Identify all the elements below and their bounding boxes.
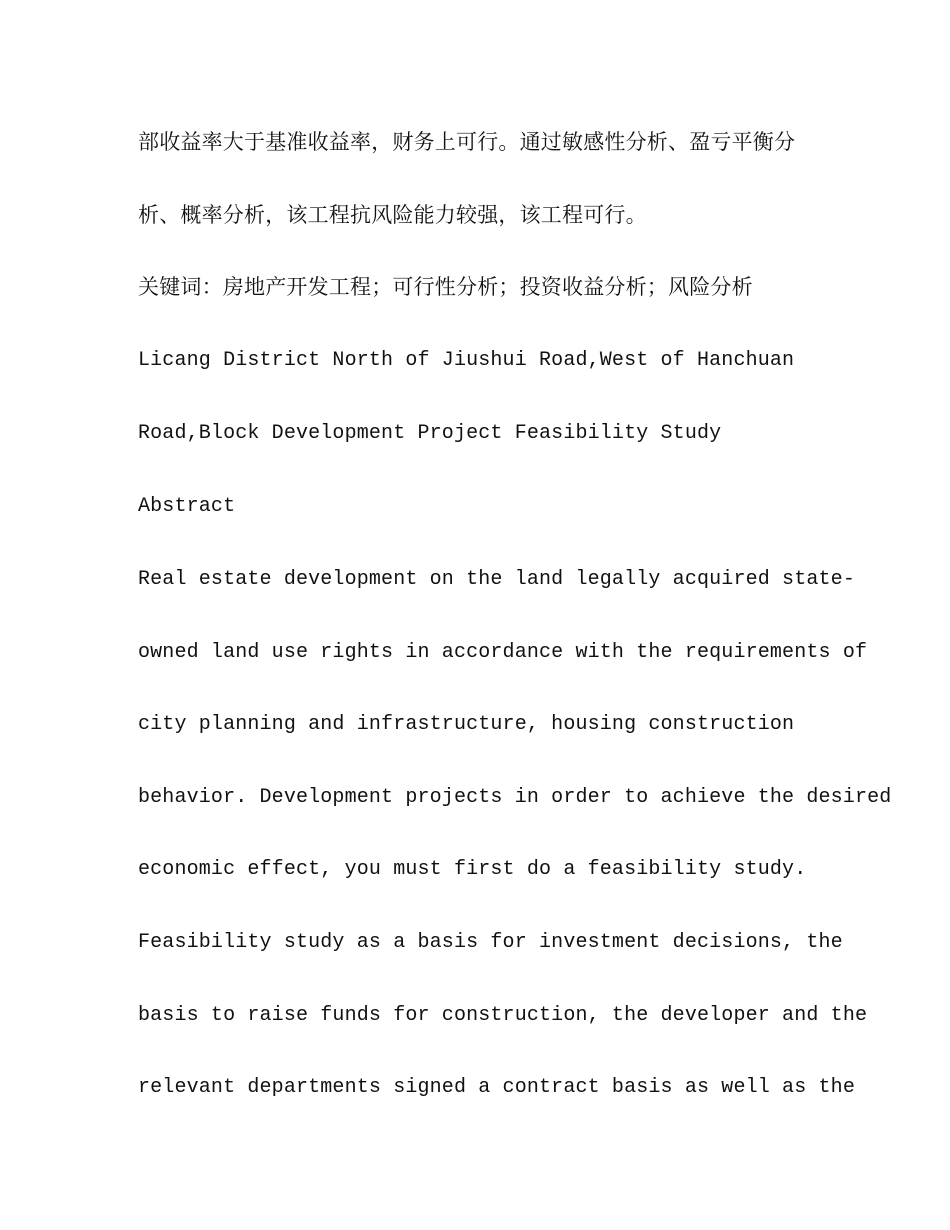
abstract-line-7: basis to raise funds for construction, the developer and the [138,1004,868,1027]
english-title-line-1: Licang District North of Jiushui Road,West of Hanchuan [138,349,795,372]
abstract-line-2: owned land use rights in accordance with the requirements of [138,641,868,664]
abstract-line-4: behavior. Development projects in order to achieve the desired [138,786,892,809]
chinese-abstract-line-1: 部收益率大于基准收益率，财务上可行。通过敏感性分析、盈亏平衡分 [138,130,796,154]
english-title-line-2: Road,Block Development Project Feasibility Study [138,422,722,445]
keywords-line: 关键词：房地产开发工程；可行性分析；投资收益分析；风险分析 [138,275,753,299]
chinese-abstract-line-2: 析、概率分析，该工程抗风险能力较强，该工程可行。 [138,203,647,227]
abstract-line-3: city planning and infrastructure, housing construction [138,713,795,736]
abstract-line-5: economic effect, you must first do a feasibility study. [138,858,807,881]
abstract-line-6: Feasibility study as a basis for investment decisions, the [138,931,843,954]
abstract-heading: Abstract [138,495,236,518]
abstract-line-1: Real estate development on the land legally acquired state- [138,568,855,591]
abstract-line-8: relevant departments signed a contract basis as well as the [138,1076,855,1099]
